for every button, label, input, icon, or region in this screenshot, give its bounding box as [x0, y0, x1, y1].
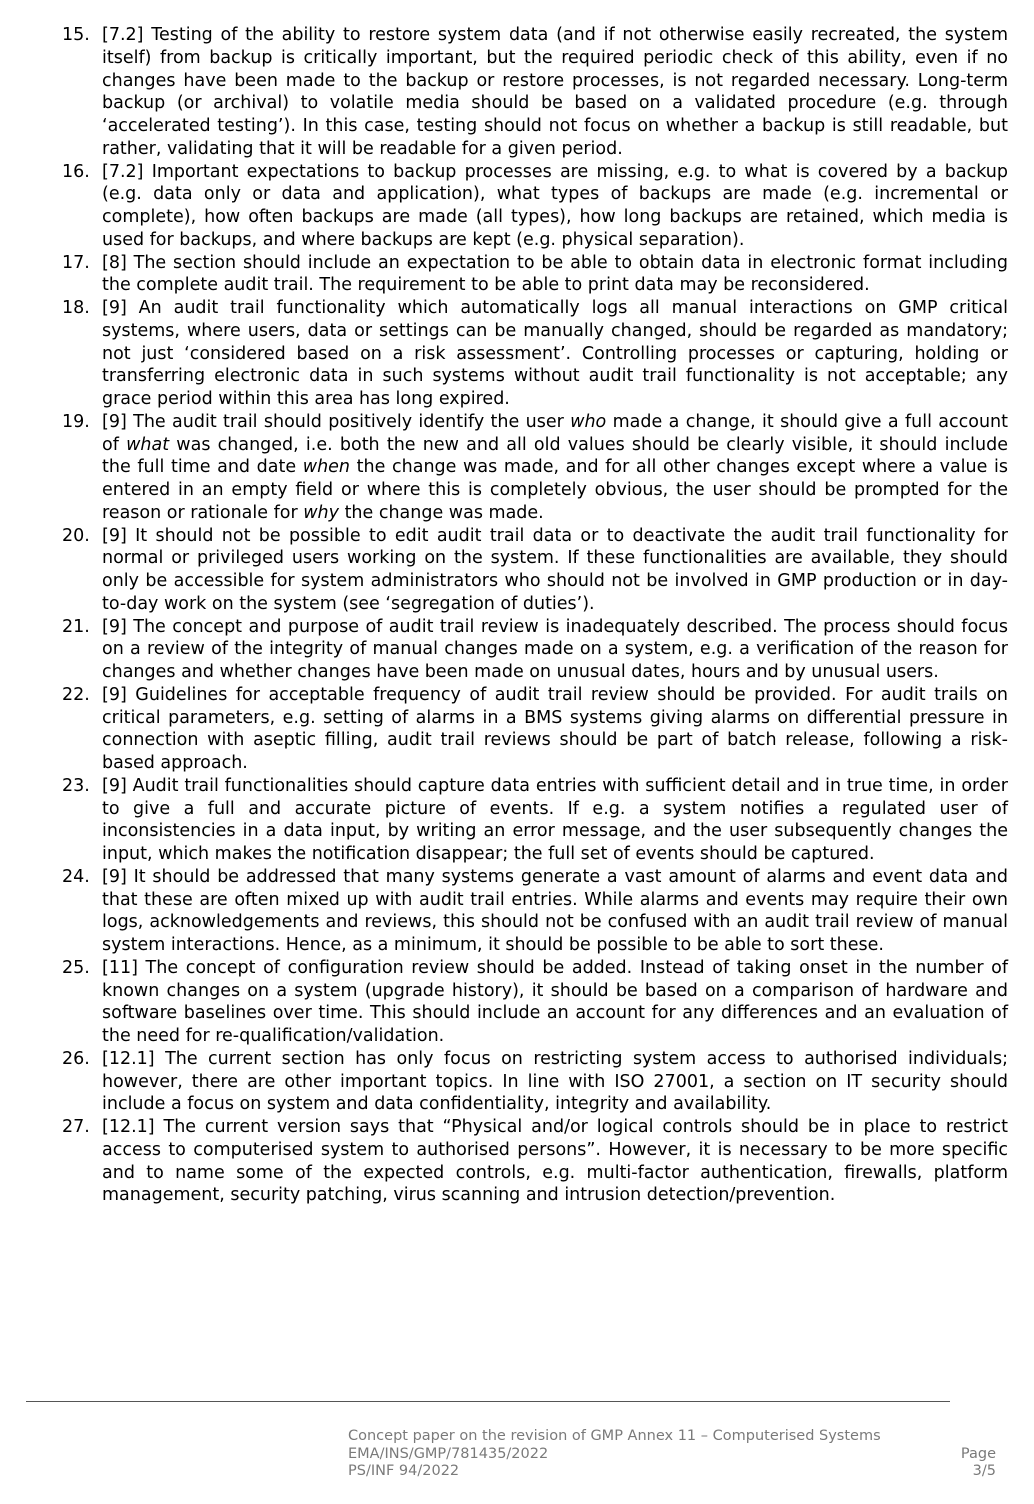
item-text [102, 867, 1008, 955]
list-item [62, 616, 1008, 684]
footer-document-title: Concept paper on the revision of GMP Annex 11 – Computerised Systems [348, 1428, 881, 1444]
list-item [62, 1048, 1008, 1116]
item-number: 21. [62, 616, 90, 637]
text-segment: [7.2] Testing of the ability to restore system data (and if not otherwise easily recreated, the system itself) from backup is critically important, but the required periodic check of this ability, even if no changes have been made to the backup or restore processes, is not regarded necessary. Long-term backup (or archival) to volatile media should be based on a validated procedure (e.g. through ‘accelerated testing’). In this case, testing should not focus on whether a backup is still readable, but rather, validating that it will be readable for a given period. [102, 25, 1008, 159]
text-segment: was changed, i.e. both the new and all old values should be clearly visible, it should include the full time and date [102, 434, 1008, 478]
item-number: 22. [62, 684, 90, 705]
list-item [62, 957, 1008, 1048]
text-segment: [9] It should not be possible to edit audit trail data or to deactivate the audit trail functionality for normal or privileged users working on the system. If these functionalities are available, they should only be accessible for system administrators who should not be involved in GMP production or in day-to-day work on the system (see ‘segregation of duties’). [102, 525, 1008, 614]
text-segment: [9] It should be addressed that many systems generate a vast amount of alarms and event data and that these are often mixed up with audit trail entries. While alarms and events may require their own logs, acknowledgements and reviews, this should not be confused with an audit trail review of manual system interactions. Hence, as a minimum, it should be possible to be able to sort these. [102, 866, 1008, 955]
text-segment: [9] The concept and purpose of audit trail review is inadequately described. The process should focus on a review of the integrity of manual changes made on a system, e.g. a verification of the reason for changes and whether changes have been made on unusual dates, hours and by unusual users. [102, 616, 1008, 682]
list-item [62, 297, 1008, 411]
item-number: 25. [62, 957, 90, 978]
footer-ema-reference: EMA/INS/GMP/781435/2022 [348, 1445, 549, 1462]
item-text [102, 1049, 1008, 1115]
item-text [102, 617, 1008, 683]
text-segment: [7.2] Important expectations to backup processes are missing, e.g. to what is covered by a backup (e.g. data only or data and application), what types of backups are made (e.g. incremental or complete), how often backups are made (all types), how long backups are retained, which media is used for backups, and where backups are kept (e.g. physical separation). [102, 161, 1008, 250]
item-text [102, 958, 1008, 1046]
item-text [102, 526, 1008, 614]
item-number: 20. [62, 525, 90, 546]
page-indicator [961, 1446, 996, 1481]
text-segment: the change was made. [339, 502, 544, 523]
item-text [102, 1117, 1008, 1205]
text-segment: made a change, it should give a full account of [102, 411, 1008, 455]
list-item [62, 775, 1008, 866]
item-number: 24. [62, 866, 90, 887]
item-text [102, 253, 1008, 296]
footer-divider [26, 1401, 950, 1402]
text-segment: [9] Guidelines for acceptable frequency of audit trail review should be provided. For audit trails on critical parameters, e.g. setting of alarms in a BMS systems giving alarms on differential pressure in connection with aseptic filling, audit trail reviews should be part of batch release, following a risk-based approach. [102, 684, 1008, 773]
item-number: 18. [62, 298, 90, 318]
numbered-comment-list [62, 24, 1008, 1207]
footer-reference-block [348, 1428, 998, 1481]
item-number: 27. [62, 1117, 90, 1137]
item-number: 26. [62, 1048, 90, 1069]
page-footer [348, 1428, 998, 1481]
item-text [102, 298, 1008, 409]
list-item [62, 684, 1008, 775]
item-text [102, 412, 1008, 523]
list-item [62, 252, 1008, 298]
text-segment: [9] Audit trail functionalities should capture data entries with sufficient detail and in true time, in order to give a full and accurate picture of events. If e.g. a system notifies a regulated user of inconsistencies in a data input, by writing an error message, and the user subsequently changes the input, which makes the notification disappear; the full set of events should be captured. [102, 775, 1008, 864]
list-item [62, 24, 1008, 161]
list-item [62, 411, 1008, 525]
emphasis-text: who [570, 411, 607, 432]
text-segment: [11] The concept of configuration review should be added. Instead of taking onset in the number of known changes on a system (upgrade history), it should be based on a comparison of hardware and software baselines over time. This should include an account for any differences and an evaluation of the need for re-qualification/validation. [102, 957, 1008, 1046]
item-number: 19. [62, 411, 90, 432]
item-number: 16. [62, 161, 90, 182]
list-item [62, 866, 1008, 957]
text-segment: [12.1] The current version says that “Physical and/or logical controls should be in place to restrict access to computerised system to authorised persons”. However, it is necessary to be more specific and to name some of the expected controls, e.g. multi-factor authentication, firewalls, platform management, security patching, virus scanning and intrusion detection/prevention. [102, 1117, 1008, 1206]
emphasis-text: why [303, 502, 339, 523]
item-text [102, 25, 1008, 159]
text-segment: [9] The audit trail should positively identify the user [102, 411, 571, 432]
list-item [62, 1116, 1008, 1207]
text-segment: [9] An audit trail functionality which automatically logs all manual interactions on GMP critical systems, where users, data or settings can be manually changed, should be regarded as mandatory; not just ‘considered based on a risk assessment’. Controlling processes or capturing, holding or transferring electronic data in such systems without audit trail functionality is not acceptable; any grace period within this area has long expired. [102, 298, 1008, 409]
item-text [102, 162, 1008, 250]
item-text [102, 685, 1008, 773]
item-text [102, 776, 1008, 864]
item-number: 15. [62, 25, 90, 45]
emphasis-text: what [126, 434, 170, 455]
text-segment: [8] The section should include an expectation to be able to obtain data in electronic format including the complete audit trail. The requirement to be able to print data may be reconsidered. [102, 252, 1008, 296]
text-segment: the change was made, and for all other changes except where a value is entered in an empty field or where this is completely obvious, the user should be prompted for the reason or rationale for [102, 457, 1008, 523]
emphasis-text: when [302, 457, 351, 478]
page-number: 3/5 [972, 1463, 996, 1479]
item-number: 23. [62, 775, 90, 796]
list-item [62, 525, 1008, 616]
list-item [62, 161, 1008, 252]
item-number: 17. [62, 252, 90, 273]
text-segment: [12.1] The current section has only focus on restricting system access to authorised individuals; however, there are other important topics. In line with ISO 27001, a section on IT security should include a focus on system and data confidentiality, integrity and availability. [102, 1048, 1008, 1115]
footer-ps-reference: PS/INF 94/2022 [348, 1463, 460, 1479]
page-label: Page [960, 1445, 996, 1462]
